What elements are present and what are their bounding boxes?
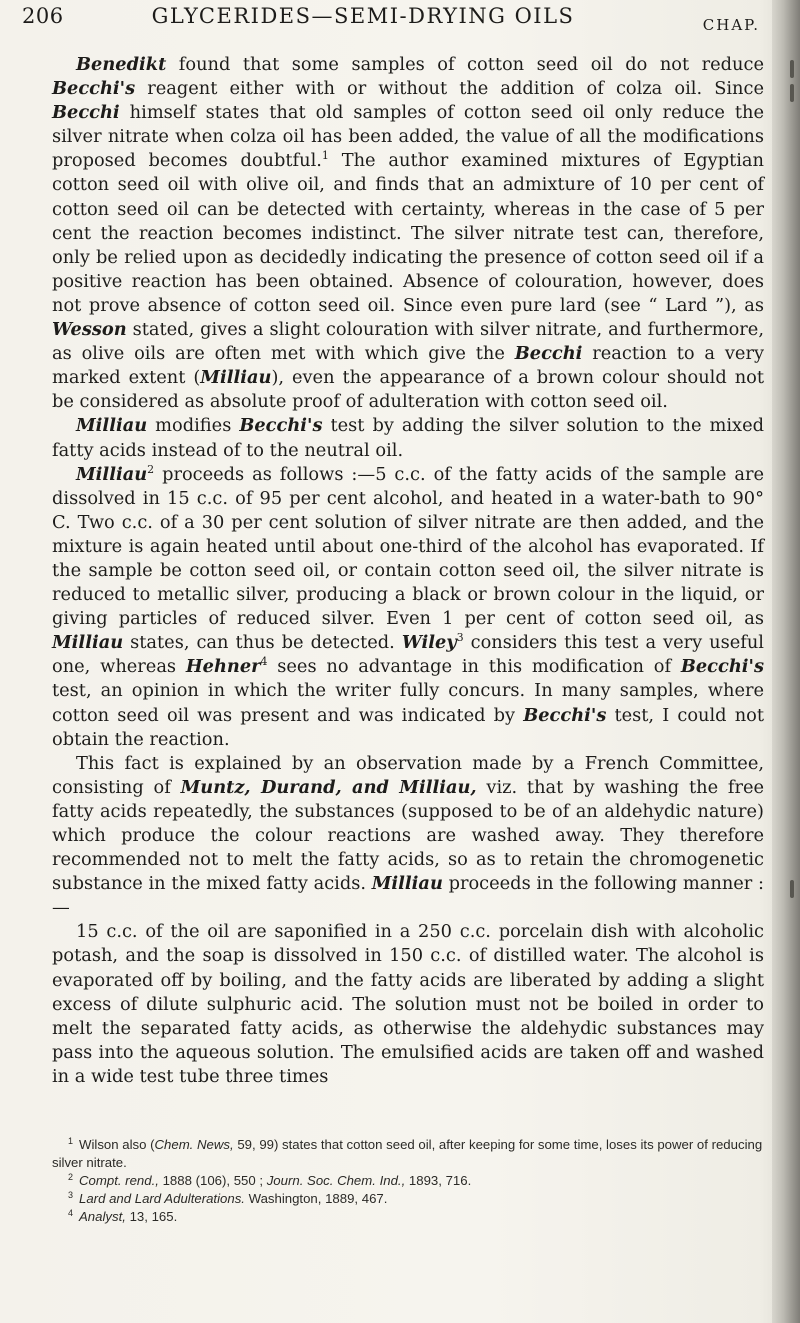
text-run: test by adding the silver solution to the mixed fatty acids instead of to the neutral oil. [52, 415, 764, 461]
footnote [52, 1190, 764, 1208]
footnote-number: 2 [68, 1171, 74, 1182]
footnote-number: 1 [68, 1135, 74, 1146]
text-run: 1888 (106), 550 ; [158, 1173, 267, 1188]
text-run: considers this test a very useful one, whereas [52, 632, 764, 678]
italic-name: Milliau [52, 632, 124, 654]
paragraph [52, 920, 764, 1089]
text-run: viz. that by washing the free fatty acids repeatedly, the substances (supposed to be of an aldehydic nature) which produce the colour reactions are washed away. They therefore recommended not to melt the fatty acids, so as to retain the chromogenetic substance in the mixed fatty acids. [52, 776, 765, 895]
footnotes [52, 1136, 764, 1226]
footnote-number: 3 [68, 1189, 74, 1200]
text-run: The author examined mixtures of Egyptian cotton seed oil with olive oil, and finds that an admixture of 10 per cent of cotton seed oil can be detected with certainty, whereas in the case of 5 per cent the reaction becomes indistinct. The silver nitrate test can, therefore, only be relied upon as decidedly indicating the presence of cotton seed oil if a positive reaction has been obtained. Absence of colouration, however, does not prove absence of cotton seed oil. Since even pure lard (see “ Lard ”), as [52, 150, 764, 316]
italic-name: Milliau [200, 367, 272, 389]
citation-title: Lard and Lard Adulterations. [79, 1191, 245, 1206]
citation-title: Analyst, [79, 1209, 126, 1224]
text-run: test, an opinion in which the writer fully concurs. In many samples, where cotton seed oil was present and was indicated by [52, 680, 764, 726]
text-run: This fact is explained by an observation made by a French Committee, consisting of [52, 752, 764, 798]
page-header [22, 4, 760, 44]
running-head: GLYCERIDES—SEMI-DRYING OILS [151, 4, 575, 28]
italic-name: Becchi's [523, 704, 607, 726]
footnote [52, 1172, 764, 1190]
text-run: sees no advantage in this modification of [267, 656, 681, 678]
paragraph [52, 414, 764, 462]
citation-title: Journ. Soc. Chem. Ind., [266, 1173, 406, 1188]
text-run: himself states that old samples of cotton seed oil only reduce the silver nitrate when colza oil has been added, the value of all the modifications proposed becomes doubtful. [52, 102, 764, 172]
italic-name: Becchi's [680, 656, 764, 678]
italic-name: Becchi [52, 102, 120, 124]
text-run: 1893, 716. [405, 1173, 472, 1188]
italic-name: Wesson [52, 319, 127, 341]
footnote [52, 1208, 764, 1226]
italic-name: Becchi's [52, 78, 136, 100]
text-run: reaction to a very marked extent ( [52, 343, 764, 389]
text-run: 15 c.c. of the oil are saponified in a 250 c.c. porcelain dish with alcoholic potash, and the soap is dissolved in 150 c.c. of distilled water. The alcohol is evaporated off by boiling, and the fatty acids are liberated by adding a slight excess of dilute sulphuric acid. The solution must not be boiled in order to melt the separated fatty acids, as otherwise the aldehydic substances may pass into the aqueous solution. The emulsified acids are taken off and washed in a wide test tube three times [52, 921, 764, 1087]
paragraph [52, 463, 764, 752]
italic-name: Becchi's [239, 415, 323, 437]
italic-name: Milliau [371, 873, 443, 895]
footnote-number: 4 [68, 1207, 74, 1218]
binding-mark [790, 880, 794, 898]
text-run: proceeds as follows :—5 c.c. of the fatty acids of the sample are dissolved in 15 c.c. of 95 per cent alcohol, and heated in a water-bath to 90° C. Two c.c. of a 30 per cent solution of silver nitrate are then added, and the mixture is again heated until about one-third of the alcohol has evaporated. If the sample be cotton seed oil, or contain cotton seed oil, the silver nitrate is reduced to metallic silver, producing a black or brown colour in the liquid, or giving particles of reduced silver. Even 1 per cent of cotton seed oil, as [52, 463, 764, 630]
text-run: Wilson also ( [79, 1137, 155, 1152]
citation-title: Chem. News, [154, 1137, 234, 1152]
italic-name: Hehner [185, 656, 261, 678]
text-run: 13, 165. [125, 1209, 178, 1224]
footnote [52, 1136, 764, 1172]
italic-name: Becchi [514, 343, 583, 365]
text-run: test, I could not obtain the reaction. [52, 704, 764, 750]
text-run: proceeds in the following manner :— [52, 873, 764, 919]
footnote-ref: 3 [456, 631, 464, 645]
text-run: states, can thus be detected. [123, 632, 402, 654]
footnote-ref: 4 [260, 655, 268, 669]
text-run: stated, gives a slight colouration with silver nitrate, and furthermore, as olive oils are often met with which give the [52, 319, 764, 365]
text-run: reagent either with or without the addition of colza oil. Since [135, 78, 764, 100]
body-text [52, 53, 764, 1089]
text-run: modifies [147, 415, 240, 437]
paragraph [52, 53, 764, 414]
page-number: 206 [22, 4, 64, 28]
binding-mark [790, 60, 794, 78]
text-run: Washington, 1889, 467. [244, 1191, 388, 1206]
text-run: ), even the appearance of a brown colour should not be considered as absolute proof of adulteration with cotton seed oil. [52, 367, 764, 413]
binding-mark [790, 84, 794, 102]
italic-name: Muntz, Durand, and Milliau, [180, 776, 477, 798]
footnote-ref: 2 [147, 462, 155, 476]
footnote-ref: 1 [321, 149, 329, 163]
citation-title: Compt. rend., [79, 1173, 159, 1188]
italic-name: Benedikt [76, 54, 167, 75]
italic-name: Milliau [76, 415, 148, 437]
text-run: found that some samples of cotton seed oil do not reduce [166, 54, 764, 75]
chapter-label: CHAP. [702, 16, 760, 34]
page-edge-shadow [772, 0, 800, 1323]
italic-name: Milliau [76, 463, 148, 485]
text-run: 59, 99) states that cotton seed oil, after keeping for some time, loses its power of reducing silver nitrate. [52, 1137, 763, 1170]
italic-name: Wiley [401, 632, 457, 654]
paragraph [52, 752, 764, 921]
